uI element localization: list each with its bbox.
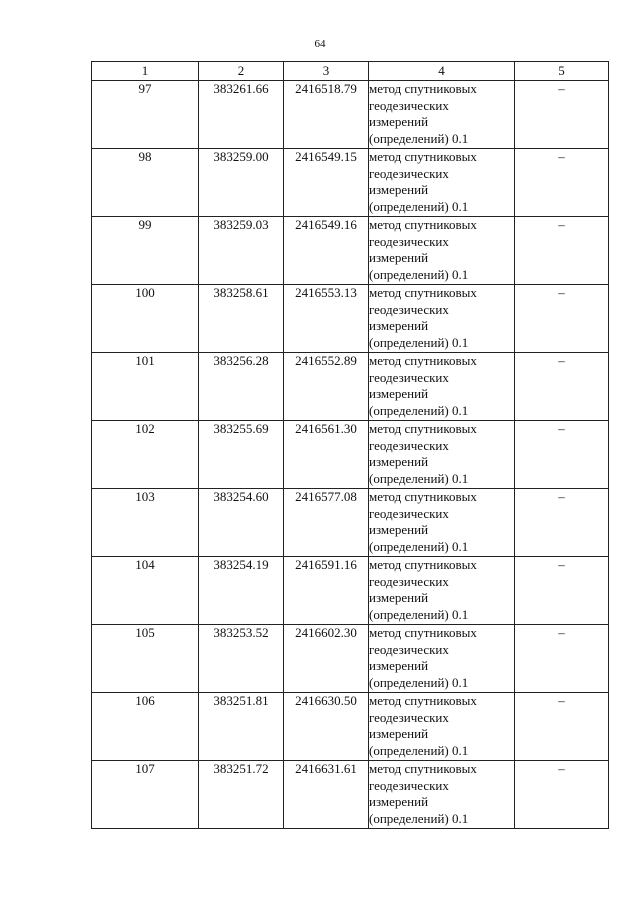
y-coordinate-cell: 2416561.30 [284,421,369,489]
method-cell: метод спутниковых геодезических измерений (определений) 0.1 [369,81,515,149]
method-cell: метод спутниковых геодезических измерений (определений) 0.1 [369,285,515,353]
y-coordinate-cell: 2416630.50 [284,693,369,761]
table-row [92,489,609,557]
x-coordinate-cell: 383254.19 [199,557,284,625]
method-cell: метод спутниковых геодезических измерений (определений) 0.1 [369,217,515,285]
point-number-cell: 102 [92,421,199,489]
table-row [92,557,609,625]
note-cell: – [515,149,609,217]
table-row [92,149,609,217]
table-body [92,81,609,829]
method-cell: метод спутниковых геодезических измерений (определений) 0.1 [369,149,515,217]
header-col-1: 1 [92,62,199,81]
header-col-4: 4 [369,62,515,81]
x-coordinate-cell: 383261.66 [199,81,284,149]
method-cell: метод спутниковых геодезических измерений (определений) 0.1 [369,421,515,489]
point-number-cell: 99 [92,217,199,285]
x-coordinate-cell: 383256.28 [199,353,284,421]
y-coordinate-cell: 2416577.08 [284,489,369,557]
table-row [92,285,609,353]
point-number-cell: 100 [92,285,199,353]
x-coordinate-cell: 383258.61 [199,285,284,353]
point-number-cell: 103 [92,489,199,557]
x-coordinate-cell: 383255.69 [199,421,284,489]
method-cell: метод спутниковых геодезических измерений (определений) 0.1 [369,353,515,421]
method-cell: метод спутниковых геодезических измерений (определений) 0.1 [369,557,515,625]
y-coordinate-cell: 2416518.79 [284,81,369,149]
y-coordinate-cell: 2416553.13 [284,285,369,353]
table-header-row [92,62,609,81]
note-cell: – [515,353,609,421]
note-cell: – [515,81,609,149]
method-cell: метод спутниковых геодезических измерений (определений) 0.1 [369,693,515,761]
header-col-5: 5 [515,62,609,81]
point-number-cell: 101 [92,353,199,421]
y-coordinate-cell: 2416591.16 [284,557,369,625]
x-coordinate-cell: 383251.72 [199,761,284,829]
method-cell: метод спутниковых геодезических измерений (определений) 0.1 [369,489,515,557]
note-cell: – [515,217,609,285]
y-coordinate-cell: 2416549.16 [284,217,369,285]
point-number-cell: 98 [92,149,199,217]
table-row [92,625,609,693]
note-cell: – [515,285,609,353]
x-coordinate-cell: 383254.60 [199,489,284,557]
x-coordinate-cell: 383253.52 [199,625,284,693]
x-coordinate-cell: 383259.00 [199,149,284,217]
coordinates-table [91,61,609,829]
table-row [92,421,609,489]
header-col-3: 3 [284,62,369,81]
y-coordinate-cell: 2416631.61 [284,761,369,829]
note-cell: – [515,693,609,761]
method-cell: метод спутниковых геодезических измерений (определений) 0.1 [369,625,515,693]
point-number-cell: 97 [92,81,199,149]
table-row [92,81,609,149]
method-cell: метод спутниковых геодезических измерений (определений) 0.1 [369,761,515,829]
table-row [92,217,609,285]
note-cell: – [515,421,609,489]
header-col-2: 2 [199,62,284,81]
point-number-cell: 107 [92,761,199,829]
note-cell: – [515,557,609,625]
y-coordinate-cell: 2416549.15 [284,149,369,217]
table-row [92,693,609,761]
table-row [92,353,609,421]
point-number-cell: 105 [92,625,199,693]
table-row [92,761,609,829]
x-coordinate-cell: 383259.03 [199,217,284,285]
point-number-cell: 106 [92,693,199,761]
note-cell: – [515,625,609,693]
note-cell: – [515,489,609,557]
y-coordinate-cell: 2416552.89 [284,353,369,421]
page-number: 64 [314,38,326,50]
note-cell: – [515,761,609,829]
y-coordinate-cell: 2416602.30 [284,625,369,693]
x-coordinate-cell: 383251.81 [199,693,284,761]
point-number-cell: 104 [92,557,199,625]
